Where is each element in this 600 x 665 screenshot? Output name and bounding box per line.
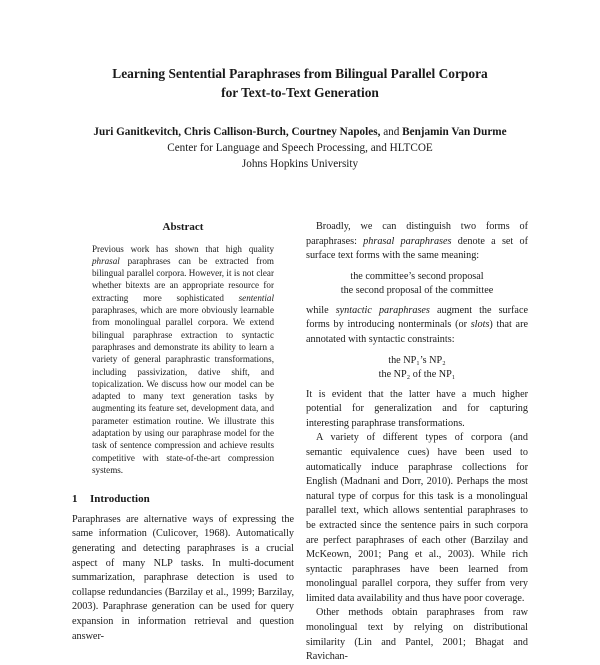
text-span: ) that are annotated with syntactic constraints: (306, 319, 528, 345)
text-span: Broadly, we can distinguish two forms of paraphrases: (306, 221, 528, 247)
example-line: the committee’s second proposal (350, 270, 484, 282)
author-names (0, 124, 600, 140)
example-phrasal (306, 270, 528, 298)
abstract-text-2: paraphrases can be extracted from bilingual parallel corpora. However, it is not clear whether bitexts are an appropriate resource for extracting more sophisticated (92, 255, 274, 303)
author-3: Courtney Napoles, (291, 126, 381, 138)
affiliation-line-2: Johns Hopkins University (241, 158, 359, 170)
section-heading-introduction (72, 492, 294, 507)
title-line-1: Learning Sentential Paraphrases from Bilingual Parallel Corpora (112, 66, 488, 81)
abstract-italic-phrasal: phrasal (92, 255, 120, 266)
italic-syntactic-paraphrases: syntactic paraphrases (335, 304, 430, 316)
intro-paragraph: Paraphrases are alternative ways of expressing the same information (Culicover, 1968). Automatically generating and detecting paraphrases is a crucial aspect of many NLP tasks. In multi-document summarization, paraphrase detection is used to collapse redundancies (Barzilay et al., 1999; Barzilay, 2003). Paraphrase generation can be used for query expansion in information retrieval and question answer- (72, 513, 294, 642)
right-column (306, 220, 528, 665)
paragraph-other-methods: Other methods obtain paraphrases from raw monolingual text by relying on distributional similarity (Lin and Pantel, 2001; Bhagat and Ravichan- (306, 607, 528, 663)
paragraph-broadly (306, 220, 528, 264)
paragraph-corpora: A variety of different types of corpora (and semantic equivalence cues) have been used to automatically induce paraphrase collections for English (Madnani and Dorr, 2010). Perhaps the most natural type of corpus for this task is a monolingual parallel text, which allows sentential paraphrases to be extracted since the sentence pairs in such corpora are perfect paraphrases of each other (Barzilay and McKeown, 2001; Pang et al., 2003). While rich syntactic paraphrases have been learned from monolingual parallel corpora, they suffer from very limited data availability and thus have poor coverage. (306, 432, 528, 604)
text-span: augment the surface forms by introducing nonterminals (or (306, 304, 528, 331)
text-span: while (306, 304, 336, 316)
affiliation-line-1: Center for Language and Speech Processing, and HLTCOE (167, 142, 433, 154)
italic-phrasal-paraphrases: phrasal paraphrases (363, 235, 452, 247)
abstract-heading: Abstract (162, 221, 204, 233)
abstract-body (92, 243, 274, 477)
author-block (0, 124, 600, 172)
paragraph-evident: It is evident that the latter have a much higher potential for generalization and for capturing interesting paraphrase transformations. (306, 388, 528, 429)
example-line: the second proposal of the committee (340, 284, 494, 296)
paper-title (0, 64, 600, 102)
example-line: the NP₂ of the NP₁ (378, 368, 456, 380)
abstract-text-1: Previous work has shown that high quality (92, 243, 274, 254)
title-line-2: for Text-to-Text Generation (221, 85, 379, 100)
author-4: Benjamin Van Durme (402, 126, 507, 138)
abstract-italic-sentential: sentential (238, 292, 274, 303)
paragraph-syntactic (306, 304, 528, 348)
section-number: 1 (72, 493, 78, 506)
author-2: Chris Callison-Burch, (183, 126, 289, 138)
abstract-text-3: paraphrases, which are more obviously learnable from monolingual parallel corpora. We extend bilingual paraphrase extraction to syntactic paraphrases and demonstrate its ability to learn a variety of general paraphrastic transformations, including passivization, dative shift, and topicalization. We discuss how our model can be adapted to many text generation tasks by augmenting its feature set, development data, and parameter estimation routine. We illustrate this adaptation by using our paraphrase model for the task of sentence compression and achieve results competitive with state-of-the-art compression systems. (92, 305, 274, 475)
italic-slots: slots (470, 319, 490, 331)
author-1: Juri Ganitkevitch, (93, 126, 182, 138)
example-line: the NP₁’s NP₂ (388, 354, 446, 366)
left-column (72, 220, 294, 644)
example-syntactic (306, 354, 528, 382)
text-span: denote a set of surface text forms with the same meaning: (306, 235, 529, 262)
author-and: and (383, 126, 400, 138)
section-title: Introduction (90, 493, 150, 506)
